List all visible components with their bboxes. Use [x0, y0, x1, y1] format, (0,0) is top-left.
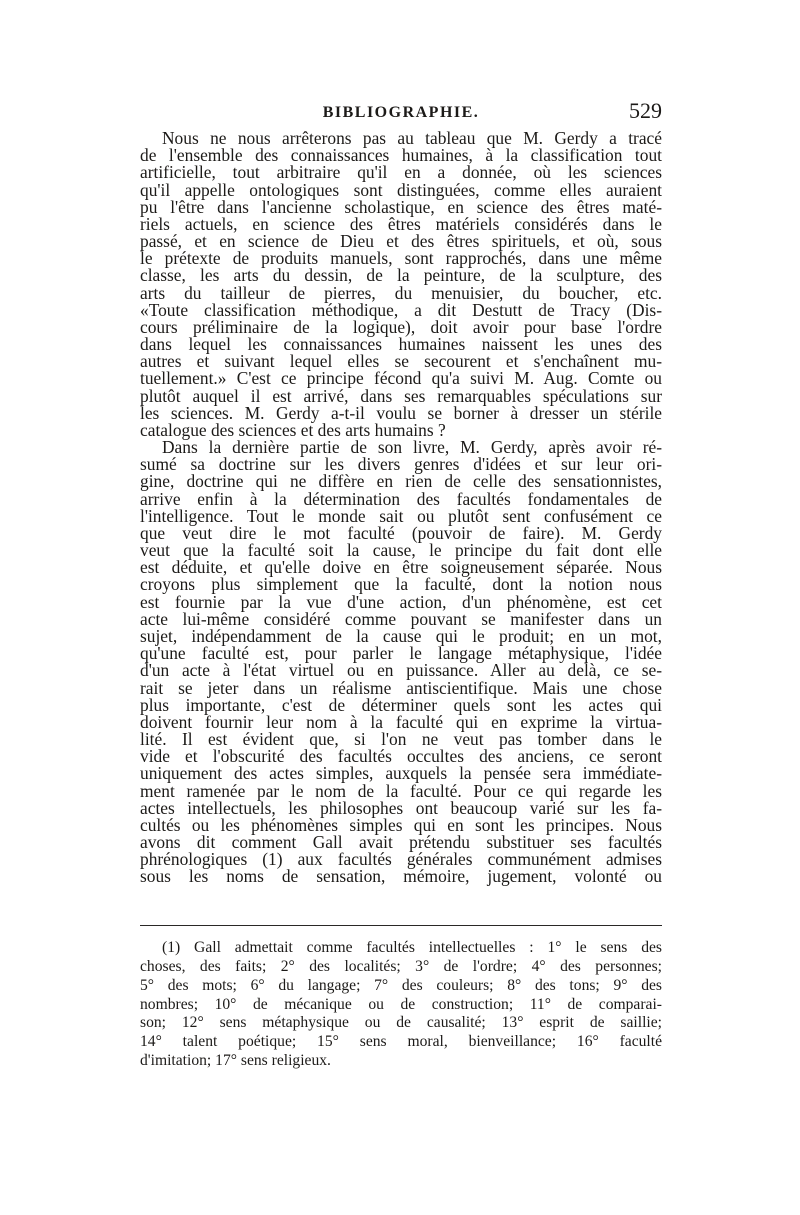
footnote-divider: [140, 925, 662, 926]
text-line: cours préliminaire de la logique), doit avoir pour base l'ordre: [140, 316, 662, 337]
text-line: classe, les arts du dessin, de la peinture, de la sculpture, des: [140, 265, 662, 286]
text-line: est fournie par la vue d'une action, d'un phénomène, est cet: [140, 591, 662, 612]
footnotes: [140, 939, 662, 1071]
text-line: dans lequel les connaissances humaines naissent les unes des: [140, 334, 662, 355]
text-line: d'un acte à l'état virtuel ou en puissance. Aller au delà, ce se-: [140, 660, 662, 681]
text-line: que veut dire le mot faculté (pouvoir de faire). M. Gerdy: [140, 522, 662, 543]
text-line: arrive enfin à la détermination des facultés fondamentales de: [140, 488, 662, 509]
text-line: qu'une faculté est, pour parler le langage métaphysique, l'idée: [140, 643, 662, 664]
footnote-line: (1) Gall admettait comme facultés intellectuelles : 1° le sens des: [162, 939, 662, 956]
text-line: acte lui-même considéré comme pouvant se manifester dans un: [140, 608, 662, 629]
footnote-line: 14° talent poétique; 15° sens moral, bienveillance; 16° faculté: [140, 1033, 662, 1051]
text-line: le prétexte de produits manuels, sont rapprochés, dans une même: [140, 248, 662, 269]
text-line: arts du tailleur de pierres, du menuisier, du boucher, etc.: [140, 282, 662, 303]
text-line: rait se jeter dans un réalisme antiscientifique. Mais une chose: [140, 677, 662, 698]
text-line: de l'ensemble des connaissances humaines, à la classification tout: [140, 145, 662, 166]
text-line: sous les noms de sensation, mémoire, jugement, volonté ou: [140, 866, 662, 887]
text-line: doivent fournir leur nom à la faculté qui en exprime la virtua-: [140, 711, 662, 732]
text-line: passé, et en science de Dieu et des êtres spirituels, et où, sous: [140, 231, 662, 252]
text-line: autres et suivant lequel elles se secourent et s'enchaînent mu-: [140, 351, 662, 372]
text-line: sujet, indépendamment de la cause qui le produit; en un mot,: [140, 625, 662, 646]
text-line: l'intelligence. Tout le monde sait ou plutôt sent confusément ce: [140, 505, 662, 526]
text-line: «Toute classification méthodique, a dit Destutt de Tracy (Dis-: [140, 299, 662, 320]
text-line: plutôt auquel il est arrivé, dans ses remarquables spéculations sur: [140, 385, 662, 406]
main-text: [140, 130, 662, 886]
running-title: BIBLIOGRAPHIE.: [322, 104, 480, 121]
text-line: Nous ne nous arrêterons pas au tableau que M. Gerdy a tracé: [162, 128, 662, 148]
text-line: les sciences. M. Gerdy a-t-il voulu se borner à dresser un stérile: [140, 402, 662, 423]
text-line: phrénologiques (1) aux facultés générales communément admises: [140, 849, 662, 870]
text-line: uniquement des actes simples, auxquels la pensée sera immédiate-: [140, 763, 662, 784]
text-line: est déduite, et qu'elle doive en être soigneusement séparée. Nous: [140, 557, 662, 578]
page-number: 529: [629, 98, 662, 123]
text-line: pu l'être dans l'ancienne scholastique, en science des êtres maté-: [140, 196, 662, 217]
text-line: qu'il appelle ontologiques sont distinguées, comme elles auraient: [140, 179, 662, 200]
footnote-line: d'imitation; 17° sens religieux.: [140, 1052, 331, 1070]
text-line: ment ramenée par le nom de la faculté. Pour ce qui regarde les: [140, 780, 662, 801]
text-line: cultés ou les phénomènes simples qui en sont les principes. Nous: [140, 814, 662, 835]
text-line: artificielle, tout arbitraire qu'il en a donnée, où les sciences: [140, 162, 662, 183]
footnote-line: choses, des faits; 2° des localités; 3° de l'ordre; 4° des personnes;: [140, 957, 662, 975]
text-line: plus importante, c'est de déterminer quels sont les actes qui: [140, 694, 662, 715]
text-line: tuellement.» C'est ce principe fécond qu'a suivi M. Aug. Comte ou: [140, 368, 662, 389]
footnote-line: 5° des mots; 6° du langage; 7° des couleurs; 8° des tons; 9° des: [140, 976, 662, 994]
text-line: gine, doctrine qui ne diffère en rien de celle des sensationnistes,: [140, 471, 662, 492]
page-header: [140, 98, 662, 128]
text-line: veut que la faculté soit la cause, le principe du fait dont elle: [140, 540, 662, 561]
text-line: actes intellectuels, les philosophes ont beaucoup varié sur les fa-: [140, 797, 662, 818]
text-line: avons dit comment Gall avait prétendu substituer ses facultés: [140, 832, 662, 853]
text-line: lité. Il est évident que, si l'on ne veut pas tomber dans le: [140, 729, 662, 750]
text-line: vide et l'obscurité des facultés occultes des anciens, ce seront: [140, 746, 662, 767]
text-line: croyons plus simplement que la faculté, dont la notion nous: [140, 574, 662, 595]
text-line: sumé sa doctrine sur les divers genres d'idées et sur leur ori-: [140, 454, 662, 475]
text-line: riels actuels, en science des êtres matériels considérés dans le: [140, 213, 662, 234]
footnote-line: nombres; 10° de mécanique ou de construction; 11° de comparai-: [140, 995, 662, 1013]
text-line: Dans la dernière partie de son livre, M. Gerdy, après avoir ré-: [162, 437, 662, 458]
footnote-line: son; 12° sens métaphysique ou de causalité; 13° esprit de saillie;: [140, 1014, 662, 1032]
text-line: catalogue des sciences et des arts humains ?: [140, 419, 446, 440]
